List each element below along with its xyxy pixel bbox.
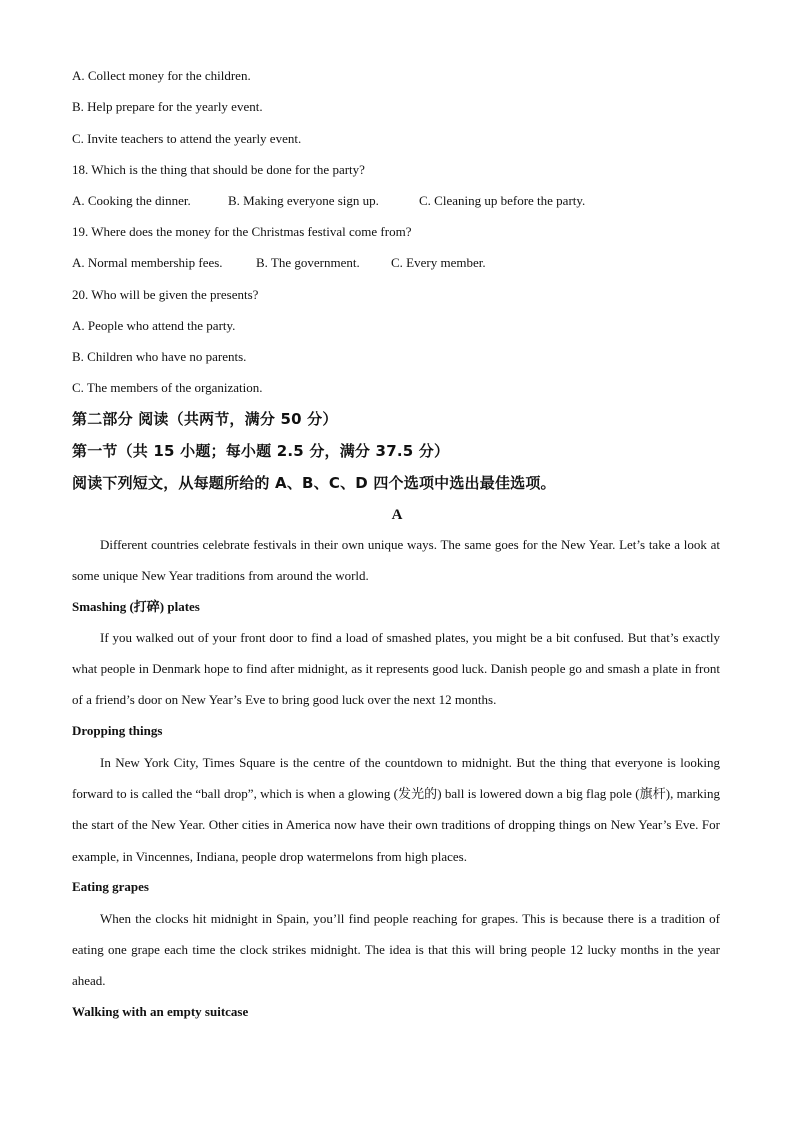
paragraph-eating-grapes: When the clocks hit midnight in Spain, you’ll find people reaching for grapes. This is because there is a tradition of eating one grape each time the clock strikes midnight. The idea is that this will bring people 12 lucky months in the year ahead. <box>72 911 720 989</box>
q18-option-a: A. Cooking the dinner. <box>72 193 191 208</box>
paragraph-smashing-plates: If you walked out of your front door to find a load of smashed plates, you might be a bit confused. But that’s exactly what people in Denmark hope to find after midnight, as it represents good luck. Danish people go and smash a plate in front of a friend’s door on New Year’s Eve to bring good luck over the next 12 months. <box>72 630 720 708</box>
heading-smashing-plates: Smashing (打碎) plates <box>72 599 200 614</box>
section-title: 第一节（共 15 小题；每小题 2.5 分，满分 37.5 分） <box>72 442 450 460</box>
q19-question: 19. Where does the money for the Christmas festival come from? <box>72 224 412 239</box>
instruction: 阅读下列短文，从每题所给的 A、B、C、D 四个选项中选出最佳选项。 <box>72 474 556 492</box>
q20-option-a: A. People who attend the party. <box>72 318 236 333</box>
q18-option-b: B. Making everyone sign up. <box>228 193 379 208</box>
part-title: 第二部分 阅读（共两节，满分 50 分） <box>72 410 338 428</box>
passage-letter: A <box>391 507 403 523</box>
q18-options <box>72 193 585 209</box>
q18-question: 18. Which is the thing that should be done for the party? <box>72 162 365 177</box>
q18-option-c: C. Cleaning up before the party. <box>419 193 586 208</box>
q19-option-a: A. Normal membership fees. <box>72 255 223 270</box>
paragraph-dropping-things: In New York City, Times Square is the centre of the countdown to midnight. But the thing that everyone is looking forward to is called the “ball drop”, which is when a glowing (发光的) ball is lowered down a big flag pole (旗杆), marking the start of the New Year. Other cities in America now have their own traditions of dropping things on New Year’s Eve. For example, in Vincennes, Indiana, people drop watermelons from high places. <box>72 755 720 864</box>
q19-option-b: B. The government. <box>256 255 360 270</box>
q17-option-a: A. Collect money for the children. <box>72 68 251 83</box>
heading-dropping-things: Dropping things <box>72 723 163 738</box>
q20-option-c: C. The members of the organization. <box>72 380 263 395</box>
q17-option-c: C. Invite teachers to attend the yearly event. <box>72 131 302 146</box>
q19-option-c: C. Every member. <box>391 255 486 270</box>
heading-empty-suitcase: Walking with an empty suitcase <box>72 1004 249 1019</box>
q17-option-b: B. Help prepare for the yearly event. <box>72 99 263 114</box>
q20-question: 20. Who will be given the presents? <box>72 287 259 302</box>
q19-options <box>72 255 486 271</box>
q20-option-b: B. Children who have no parents. <box>72 349 247 364</box>
passage-intro: Different countries celebrate festivals in their own unique ways. The same goes for the New Year. Let’s take a look at some unique New Year traditions from around the world. <box>72 537 720 584</box>
heading-eating-grapes: Eating grapes <box>72 879 149 894</box>
